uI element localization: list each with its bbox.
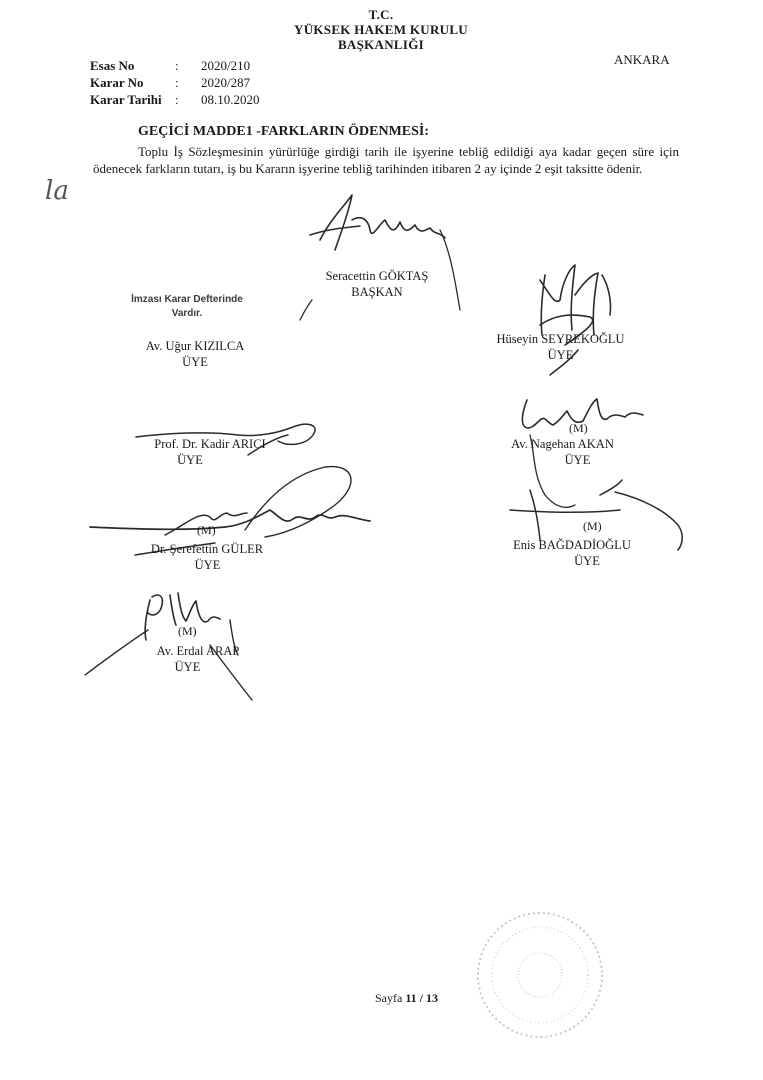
arici-name: Prof. Dr. Kadir ARICI xyxy=(154,437,266,451)
seyrekoglu-role: ÜYE xyxy=(547,348,574,362)
article-title: GEÇİCİ MADDE1 -FARKLARIN ÖDENMESİ: xyxy=(138,124,430,139)
tarih-label: Karar Tarihi xyxy=(90,92,162,107)
page-total: 13 xyxy=(426,991,439,1005)
kizilca-role: ÜYE xyxy=(182,355,208,369)
meta-block xyxy=(90,58,260,109)
colon: : xyxy=(175,75,179,90)
arap-marker: (M) xyxy=(178,624,197,638)
page-current: 11 xyxy=(405,991,417,1005)
esas-value: 2020/210 xyxy=(201,58,251,73)
stamp-line-1: İmzası Karar Defterinde xyxy=(131,294,243,305)
signature-stamp xyxy=(107,293,267,321)
arap-name: Av. Erdal ARAP xyxy=(156,644,240,658)
akan-name: Av. Nagehan AKAN xyxy=(511,437,614,451)
guler-role: ÜYE xyxy=(194,558,221,572)
header-presidency: BAŞKANLIĞI xyxy=(337,37,425,52)
meta-row-esas xyxy=(90,58,260,75)
seyrekoglu-name: Hüseyin SEYREKOĞLU xyxy=(496,332,625,346)
official-seal xyxy=(470,905,610,1045)
chair-role: BAŞKAN xyxy=(351,285,403,299)
colon: : xyxy=(175,92,179,107)
akan-marker: (M) xyxy=(569,421,588,435)
guler-name: Dr. Şerefettin GÜLER xyxy=(150,542,264,556)
akan-role: ÜYE xyxy=(564,453,591,467)
guler-marker: (M) xyxy=(197,523,216,537)
colon: : xyxy=(175,58,179,73)
esas-label: Esas No xyxy=(90,58,135,73)
chair-name: Seracettin GÖKTAŞ xyxy=(325,269,429,283)
header-tc: T.C. xyxy=(368,7,394,22)
header-city: ANKARA xyxy=(614,52,670,67)
stamp-line-2: Vardır. xyxy=(171,308,203,319)
bagdadioglu-name: Enis BAĞDADİOĞLU xyxy=(513,538,631,552)
meta-row-karar xyxy=(90,75,260,92)
page-footer xyxy=(375,991,438,1006)
bagdadioglu-role: ÜYE xyxy=(574,554,600,568)
header-institution: YÜKSEK HAKEM KURULU xyxy=(294,22,468,37)
article-text: Toplu İş Sözleşmesinin yürürlüğe girdiği tarih ile işyerine tebliğ edildiği aya kadar geçen süre için ödenecek farkların tutarı, iş bu Kararın işyerine tebliğ tarihinden itibaren 2 ay içinde 2 eşit taksitte ödenir. xyxy=(93,144,679,176)
kizilca-name: Av. Uğur KIZILCA xyxy=(145,339,245,353)
tarih-value: 08.10.2020 xyxy=(201,92,260,107)
margin-note: la xyxy=(45,176,69,206)
meta-row-tarih xyxy=(90,92,260,109)
arici-role: ÜYE xyxy=(177,453,203,467)
page-prefix: Sayfa xyxy=(375,991,403,1005)
karar-label: Karar No xyxy=(90,75,144,90)
page-separator: / xyxy=(419,991,424,1005)
arap-role: ÜYE xyxy=(174,660,201,674)
karar-value: 2020/287 xyxy=(201,75,251,90)
bagdadioglu-marker: (M) xyxy=(583,519,602,533)
